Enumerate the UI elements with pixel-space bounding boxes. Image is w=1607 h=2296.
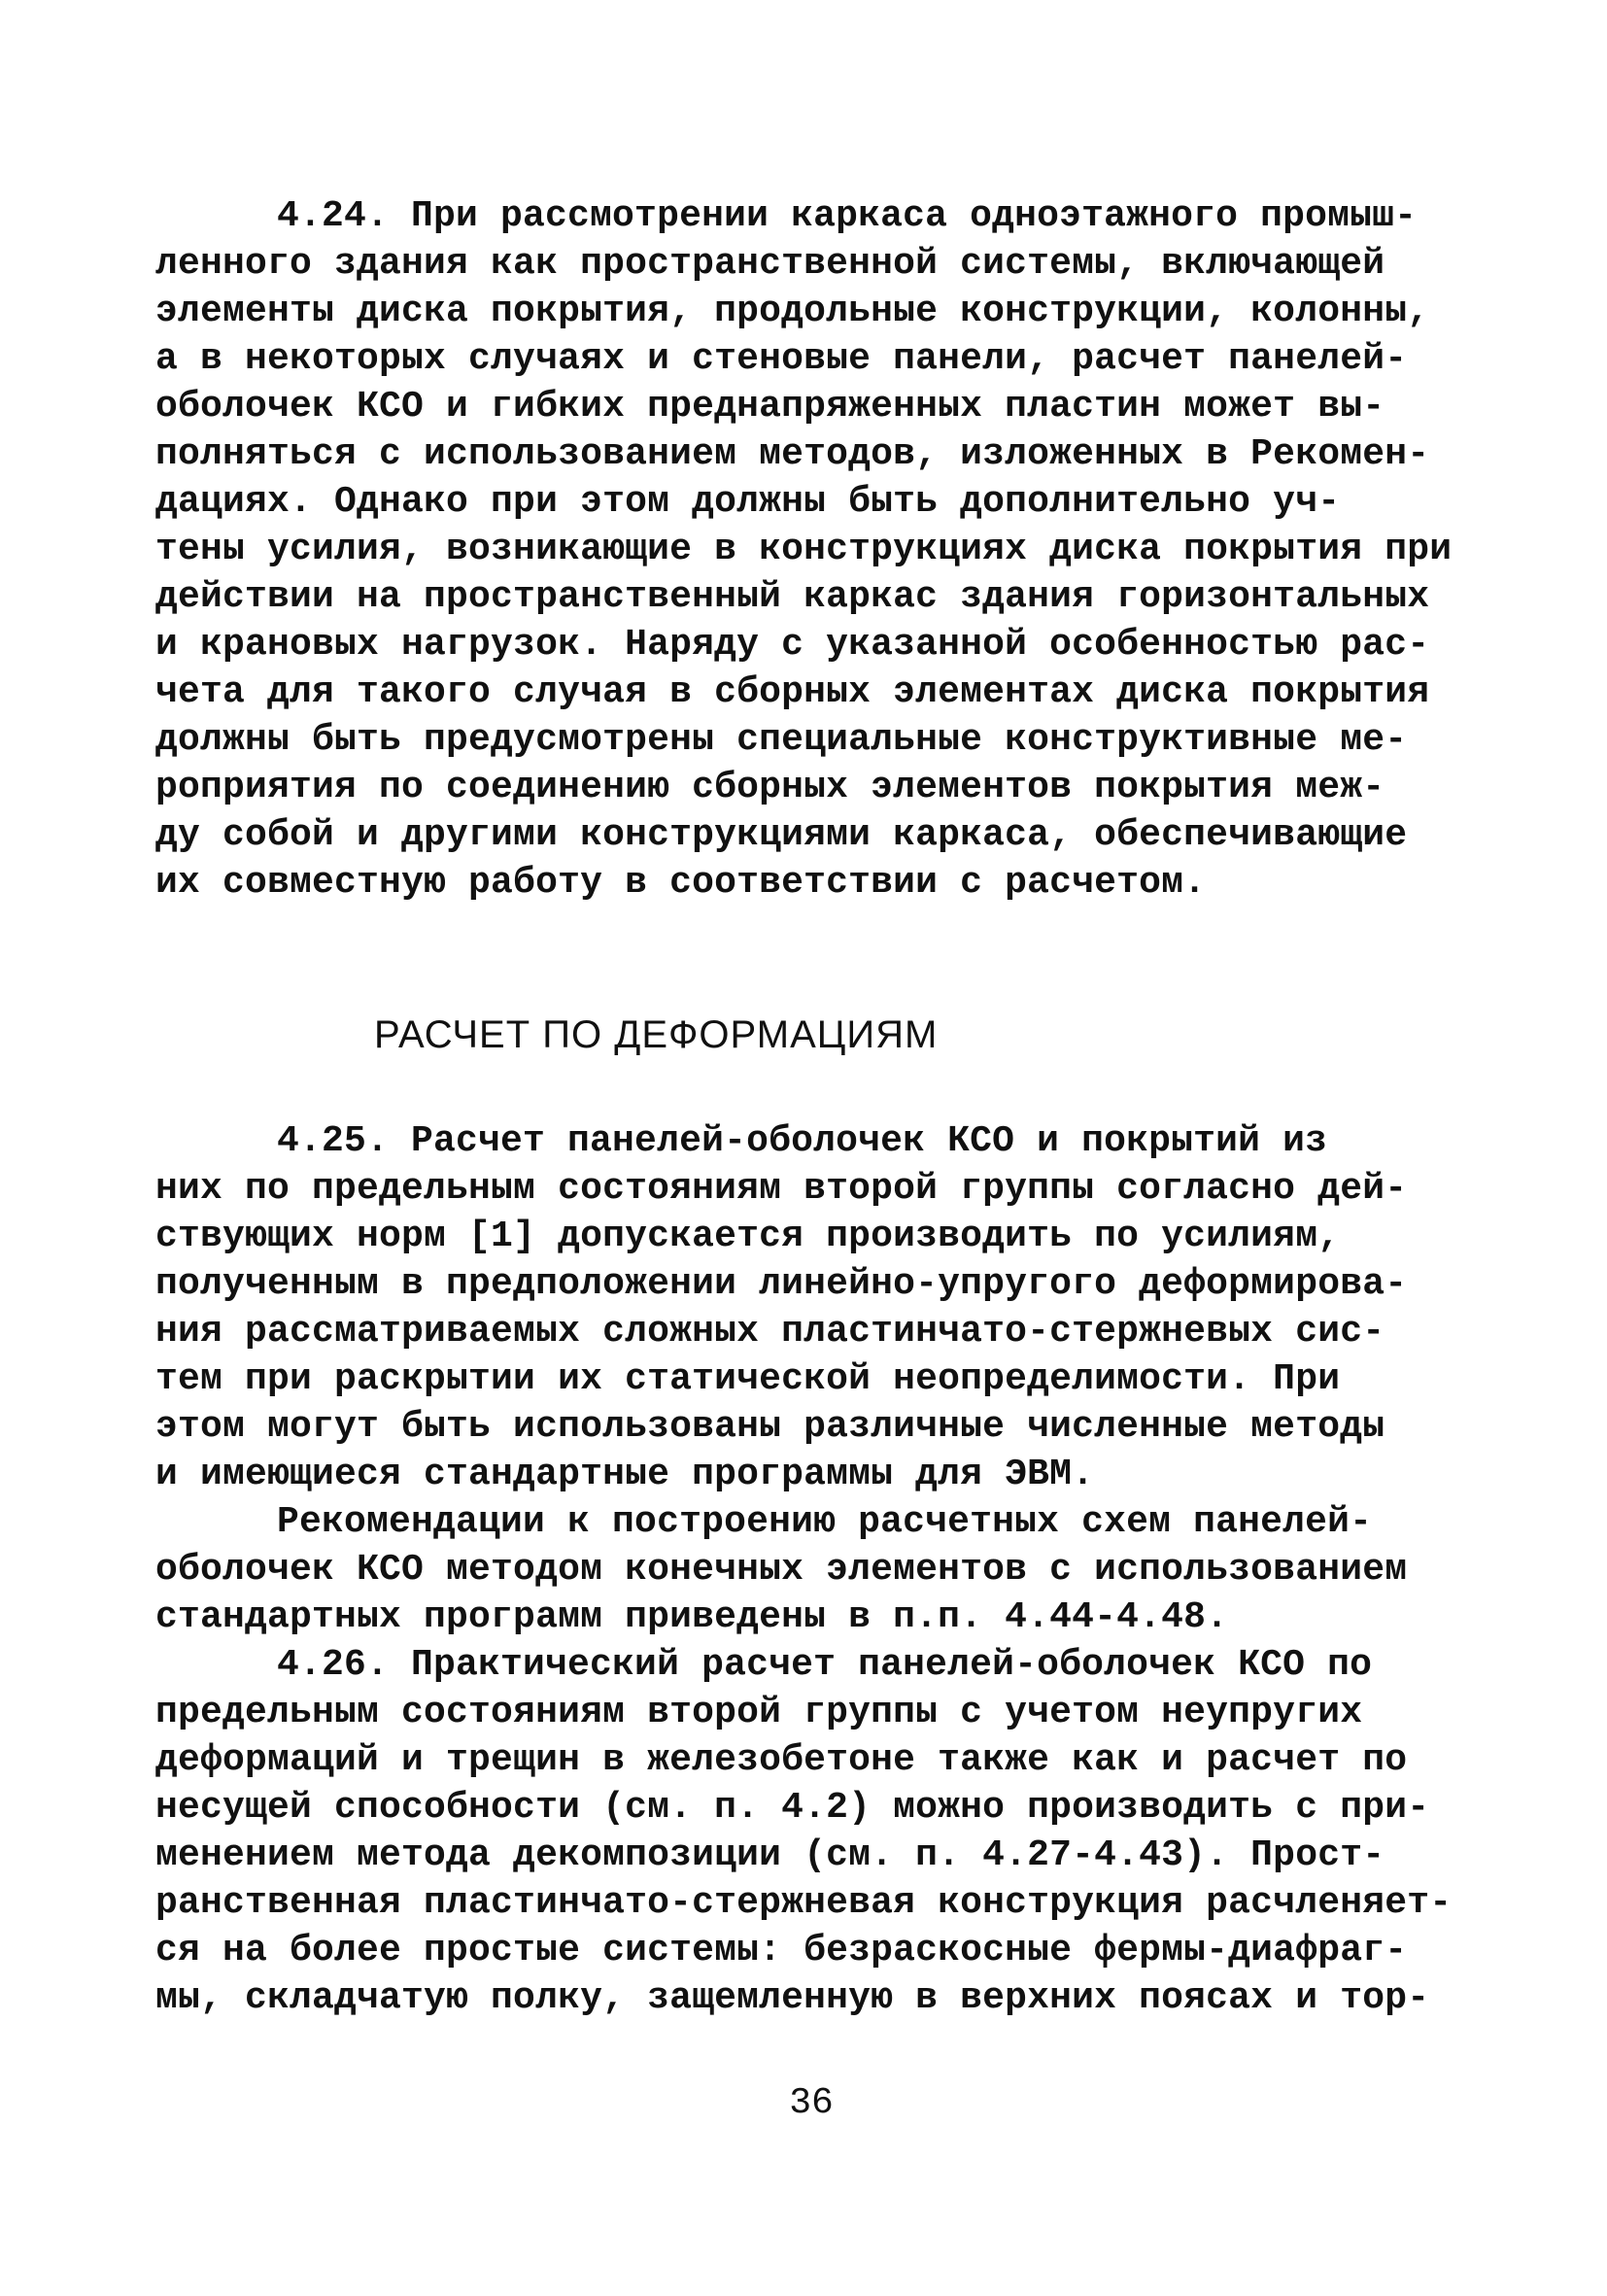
paragraph-recommendations [155, 1498, 1457, 1641]
text-line: ду собой и другими конструкциями каркаса, обеспечивающие [155, 814, 1408, 856]
text-line: Рекомендации к построению расчетных схем панелей- [277, 1501, 1373, 1543]
text-line: 4.26. Практический расчет панелей-оболочек КСО по [277, 1644, 1373, 1686]
text-line: их совместную работу в соответствии с расчетом. [155, 862, 1207, 904]
paragraph-4-25 [155, 1117, 1457, 1498]
text-line: ленного здания как пространственной системы, включающей [155, 243, 1385, 285]
text-line: 4.25. Расчет панелей-оболочек КСО и покрытий из [277, 1120, 1328, 1162]
section-heading: РАСЧЕТ ПО ДЕФОРМАЦИЯМ [374, 1013, 939, 1056]
text-line: и имеющиеся стандартные программы для ЭВМ. [155, 1454, 1095, 1495]
text-line: элементы диска покрытия, продольные конструкции, колонны, [155, 291, 1430, 332]
text-line: оболочек КСО методом конечных элементов с использованием [155, 1549, 1408, 1591]
text-line: 4.24. При рассмотрении каркаса одноэтажного промыш- [277, 195, 1418, 237]
text-line: этом могут быть использованы различные численные методы [155, 1406, 1385, 1448]
text-line: деформаций и трещин в железобетоне также как и расчет по [155, 1739, 1408, 1781]
page-number: 36 [789, 2082, 834, 2124]
text-line: оболочек КСО и гибких преднапряженных пластин может вы- [155, 386, 1385, 428]
text-line: должны быть предусмотрены специальные конструктивные ме- [155, 719, 1408, 761]
text-line: ранственная пластинчато-стержневая конструкция расчленяет- [155, 1882, 1453, 1924]
text-line: несущей способности (см. п. 4.2) можно производить с при- [155, 1787, 1430, 1829]
text-line: стандартных программ приведены в п.п. 4.44-4.48. [155, 1596, 1229, 1638]
text-line: них по предельным состояниям второй группы согласно дей- [155, 1168, 1408, 1210]
text-line: чета для такого случая в сборных элементах диска покрытия [155, 671, 1430, 713]
text-line: а в некоторых случаях и стеновые панели, расчет панелей- [155, 338, 1408, 380]
text-line: менением метода декомпозиции (см. п. 4.27-4.43). Прост- [155, 1834, 1385, 1876]
text-line: ся на более простые системы: безраскосные фермы-диафраг- [155, 1930, 1408, 1971]
text-line: тены усилия, возникающие в конструкциях диска покрытия при [155, 529, 1453, 570]
text-line: роприятия по соединению сборных элементов покрытия меж- [155, 767, 1385, 808]
text-line: тем при раскрытии их статической неопределимости. При [155, 1358, 1341, 1400]
text-line: ствующих норм [1] допускается производить по усилиям, [155, 1216, 1341, 1257]
text-line: и крановых нагрузок. Наряду с указанной особенностью рас- [155, 624, 1430, 666]
text-line: предельным состояниям второй группы с учетом неупругих [155, 1692, 1363, 1733]
paragraph-4-26 [155, 1641, 1457, 2022]
paragraph-4-24 [155, 192, 1457, 907]
text-line: ния рассматриваемых сложных пластинчато-стержневых сис- [155, 1311, 1385, 1353]
text-line: мы, складчатую полку, защемленную в верхних поясах и тор- [155, 1977, 1430, 2019]
text-line: действии на пространственный каркас здания горизонтальных [155, 576, 1430, 618]
text-line: полученным в предположении линейно-упругого деформирова- [155, 1263, 1408, 1305]
text-line: полняться с использованием методов, изложенных в Рекомен- [155, 433, 1430, 475]
text-line: дациях. Однако при этом должны быть дополнительно уч- [155, 481, 1341, 523]
